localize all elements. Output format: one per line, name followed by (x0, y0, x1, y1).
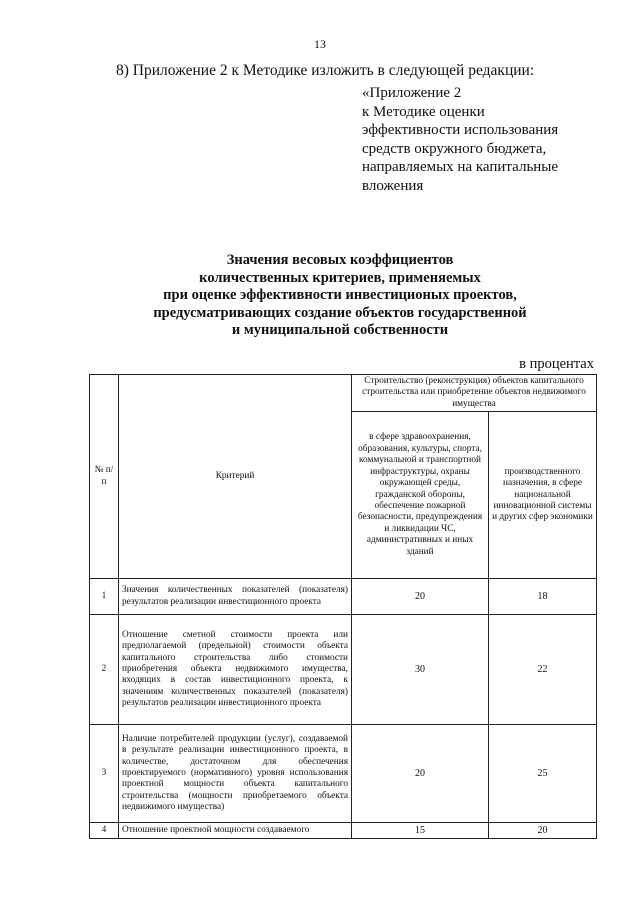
row-criterion: Отношение сметной стоимости проекта или предполагаемой (предельной) стоимости объекта капитального строительства либо стоимости приобретения объекта недвижимого имущества, входящих в состав инвестиционного проекта, к значениям количественных показателей (показателя) результатов реализации инвестиционного проекта (119, 615, 352, 725)
table-row (90, 725, 597, 823)
row-value-social: 15 (352, 823, 489, 839)
appendix-line: к Методике оценки (362, 103, 485, 120)
row-value-production: 25 (489, 725, 597, 823)
unit-label: в процентах (519, 356, 594, 372)
page-number: 13 (314, 37, 326, 51)
row-criterion: Значения количественных показателей (показателя) результатов реализации инвестиционного проекта (119, 579, 352, 615)
row-number: 1 (90, 579, 119, 615)
row-value-production: 20 (489, 823, 597, 839)
row-value-social: 20 (352, 725, 489, 823)
document-title (100, 252, 580, 340)
row-value-social: 30 (352, 615, 489, 725)
appendix-line: вложения (362, 177, 424, 194)
header-social-sphere: в сфере здравоохранения, образования, культуры, спорта, коммунальной и транспортной инфраструктуры, охраны окружающей среды, гражданской обороны, обеспечение пожарной безопасности, предупреждения и ликвидации ЧС, административных и иных зданий (352, 412, 489, 579)
row-number: 2 (90, 615, 119, 725)
table-row (90, 823, 597, 839)
table-row (90, 615, 597, 725)
header-group: Строительство (реконструкция) объектов капитального строительства или приобретение объектов недвижимого имущества (352, 375, 597, 412)
row-number: 3 (90, 725, 119, 823)
criteria-table (89, 374, 597, 839)
appendix-line: направляемых на капитальные (362, 159, 559, 175)
title-line: количественных критериев, применяемых (199, 269, 481, 286)
title-line: Значения весовых коэффициентов (226, 252, 454, 268)
row-value-social: 20 (352, 579, 489, 615)
table-row (90, 579, 597, 615)
title-line: предусматривающих создание объектов государственной (153, 304, 527, 321)
row-criterion: Наличие потребителей продукции (услуг), создаваемой в результате реализации инвестиционного проекта, в количестве, достаточном для обеспечения проектируемого (нормативного) уровня использования проектной мощности объекта капитального строительства (мощности приобретаемого объекта недвижимого имущества) (119, 725, 352, 823)
header-production-sphere: производственного назначения, в сфере национальной инновационной системы и других сфер экономики (489, 412, 597, 579)
appendix-reference (362, 84, 558, 195)
appendix-line: «Приложение 2 (362, 85, 462, 101)
header-number: № п/п (90, 375, 119, 579)
intro-text: 8) Приложение 2 к Методике изложить в следующей редакции: (116, 62, 535, 79)
appendix-line: эффективности использования (362, 122, 559, 138)
header-criterion: Критерий (119, 375, 352, 579)
row-value-production: 22 (489, 615, 597, 725)
title-line: и муниципальной собственности (231, 322, 449, 338)
row-criterion: Отношение проектной мощности создаваемого (119, 823, 352, 839)
table-header-row (90, 375, 597, 412)
appendix-line: средств окружного бюджета, (362, 140, 547, 157)
title-line: при оценке эффективности инвестиционых проектов, (163, 287, 517, 303)
row-value-production: 18 (489, 579, 597, 615)
row-number: 4 (90, 823, 119, 839)
